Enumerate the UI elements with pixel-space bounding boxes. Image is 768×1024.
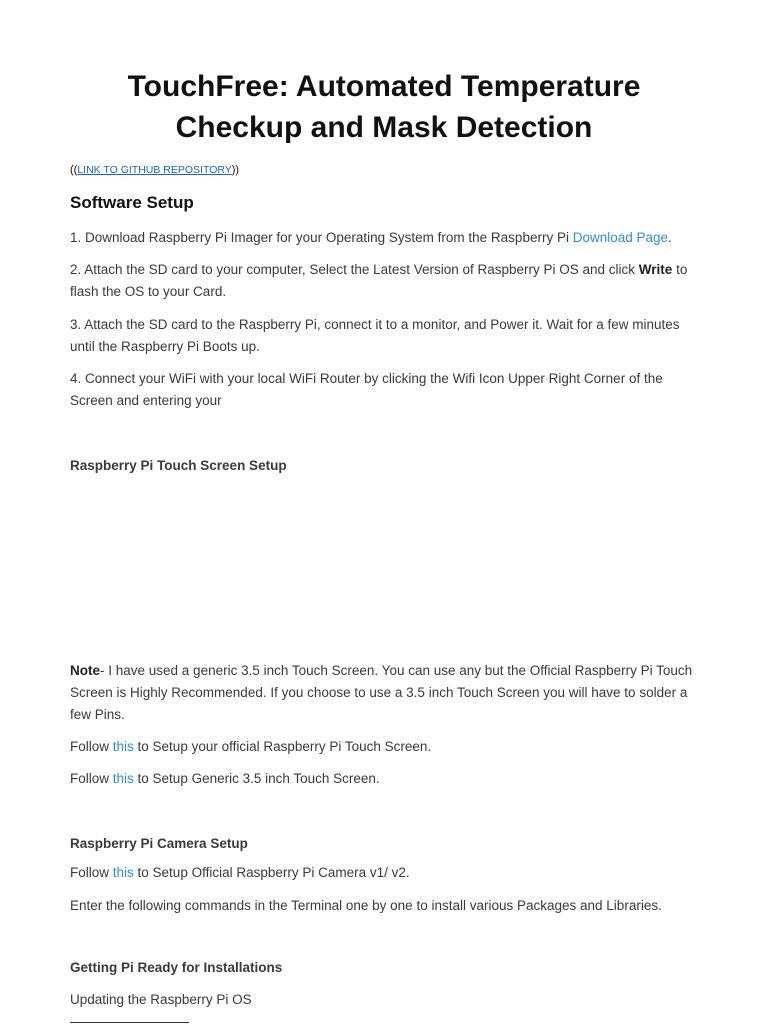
download-page-link[interactable]: Download Page [572, 230, 669, 245]
note-paragraph [70, 660, 698, 726]
follow-camera-post: to Setup Official Raspberry Pi Camera v1/ v2. [133, 865, 410, 880]
step-1 [70, 227, 698, 249]
software-setup-heading: Software Setup [70, 193, 194, 212]
write-bold: Write [638, 262, 673, 277]
code-block-top-rule [70, 1022, 189, 1023]
github-prefix: (( [70, 164, 78, 176]
step-2-text: 2. Attach the SD card to your computer, Select the Latest Version of Raspberry Pi OS and click [70, 262, 639, 277]
step-2-end: to flash the OS to your Card. [70, 262, 688, 299]
follow-1-post: to Setup your official Raspberry Pi Touch Screen. [133, 739, 432, 754]
generic-touch-screen-link[interactable]: this [112, 771, 134, 786]
github-repository-link[interactable]: LINK TO GITHUB REPOSITORY [77, 164, 232, 176]
updating-os-text: Updating the Raspberry Pi OS [70, 992, 252, 1007]
enter-commands-text: Enter the following commands in the Terminal one by one to install various Packages and Libraries. [70, 898, 662, 913]
follow-camera-pre: Follow [70, 865, 113, 880]
follow-touch-generic [70, 768, 698, 790]
follow-2-pre: Follow [70, 771, 113, 786]
follow-2-post: to Setup Generic 3.5 inch Touch Screen. [133, 771, 380, 786]
note-label: Note [70, 663, 100, 678]
camera-setup-link[interactable]: this [112, 865, 134, 880]
step-4: 4. Connect your WiFi with your local WiFi Router by clicking the Wifi Icon Upper Right Corner of the Screen and entering your [70, 371, 663, 408]
page-title: TouchFree: Automated Temperature Checkup and Mask Detection [127, 70, 641, 144]
step-1-end: . [668, 230, 672, 245]
note-text: - I have used a generic 3.5 inch Touch Screen. You can use any but the Official Raspberry Pi Touch Screen is Highly Recommended. If you choose to use a 3.5 inch Touch Screen you will have to solder a few Pins. [70, 663, 693, 722]
github-link-line [70, 164, 239, 176]
step-2 [70, 259, 698, 303]
getting-ready-heading: Getting Pi Ready for Installations [70, 960, 283, 975]
step-1-text: 1. Download Raspberry Pi Imager for your Operating System from the Raspberry Pi [70, 230, 573, 245]
camera-setup-heading: Raspberry Pi Camera Setup [70, 836, 248, 851]
step-3: 3. Attach the SD card to the Raspberry Pi, connect it to a monitor, and Power it. Wait for a few minutes until the Raspberry Pi Boots up. [70, 317, 680, 354]
follow-1-pre: Follow [70, 739, 113, 754]
github-suffix: )) [231, 164, 240, 176]
follow-camera [70, 862, 698, 884]
touch-screen-heading: Raspberry Pi Touch Screen Setup [70, 458, 287, 473]
official-touch-screen-link[interactable]: this [112, 739, 134, 754]
follow-touch-official [70, 736, 698, 758]
